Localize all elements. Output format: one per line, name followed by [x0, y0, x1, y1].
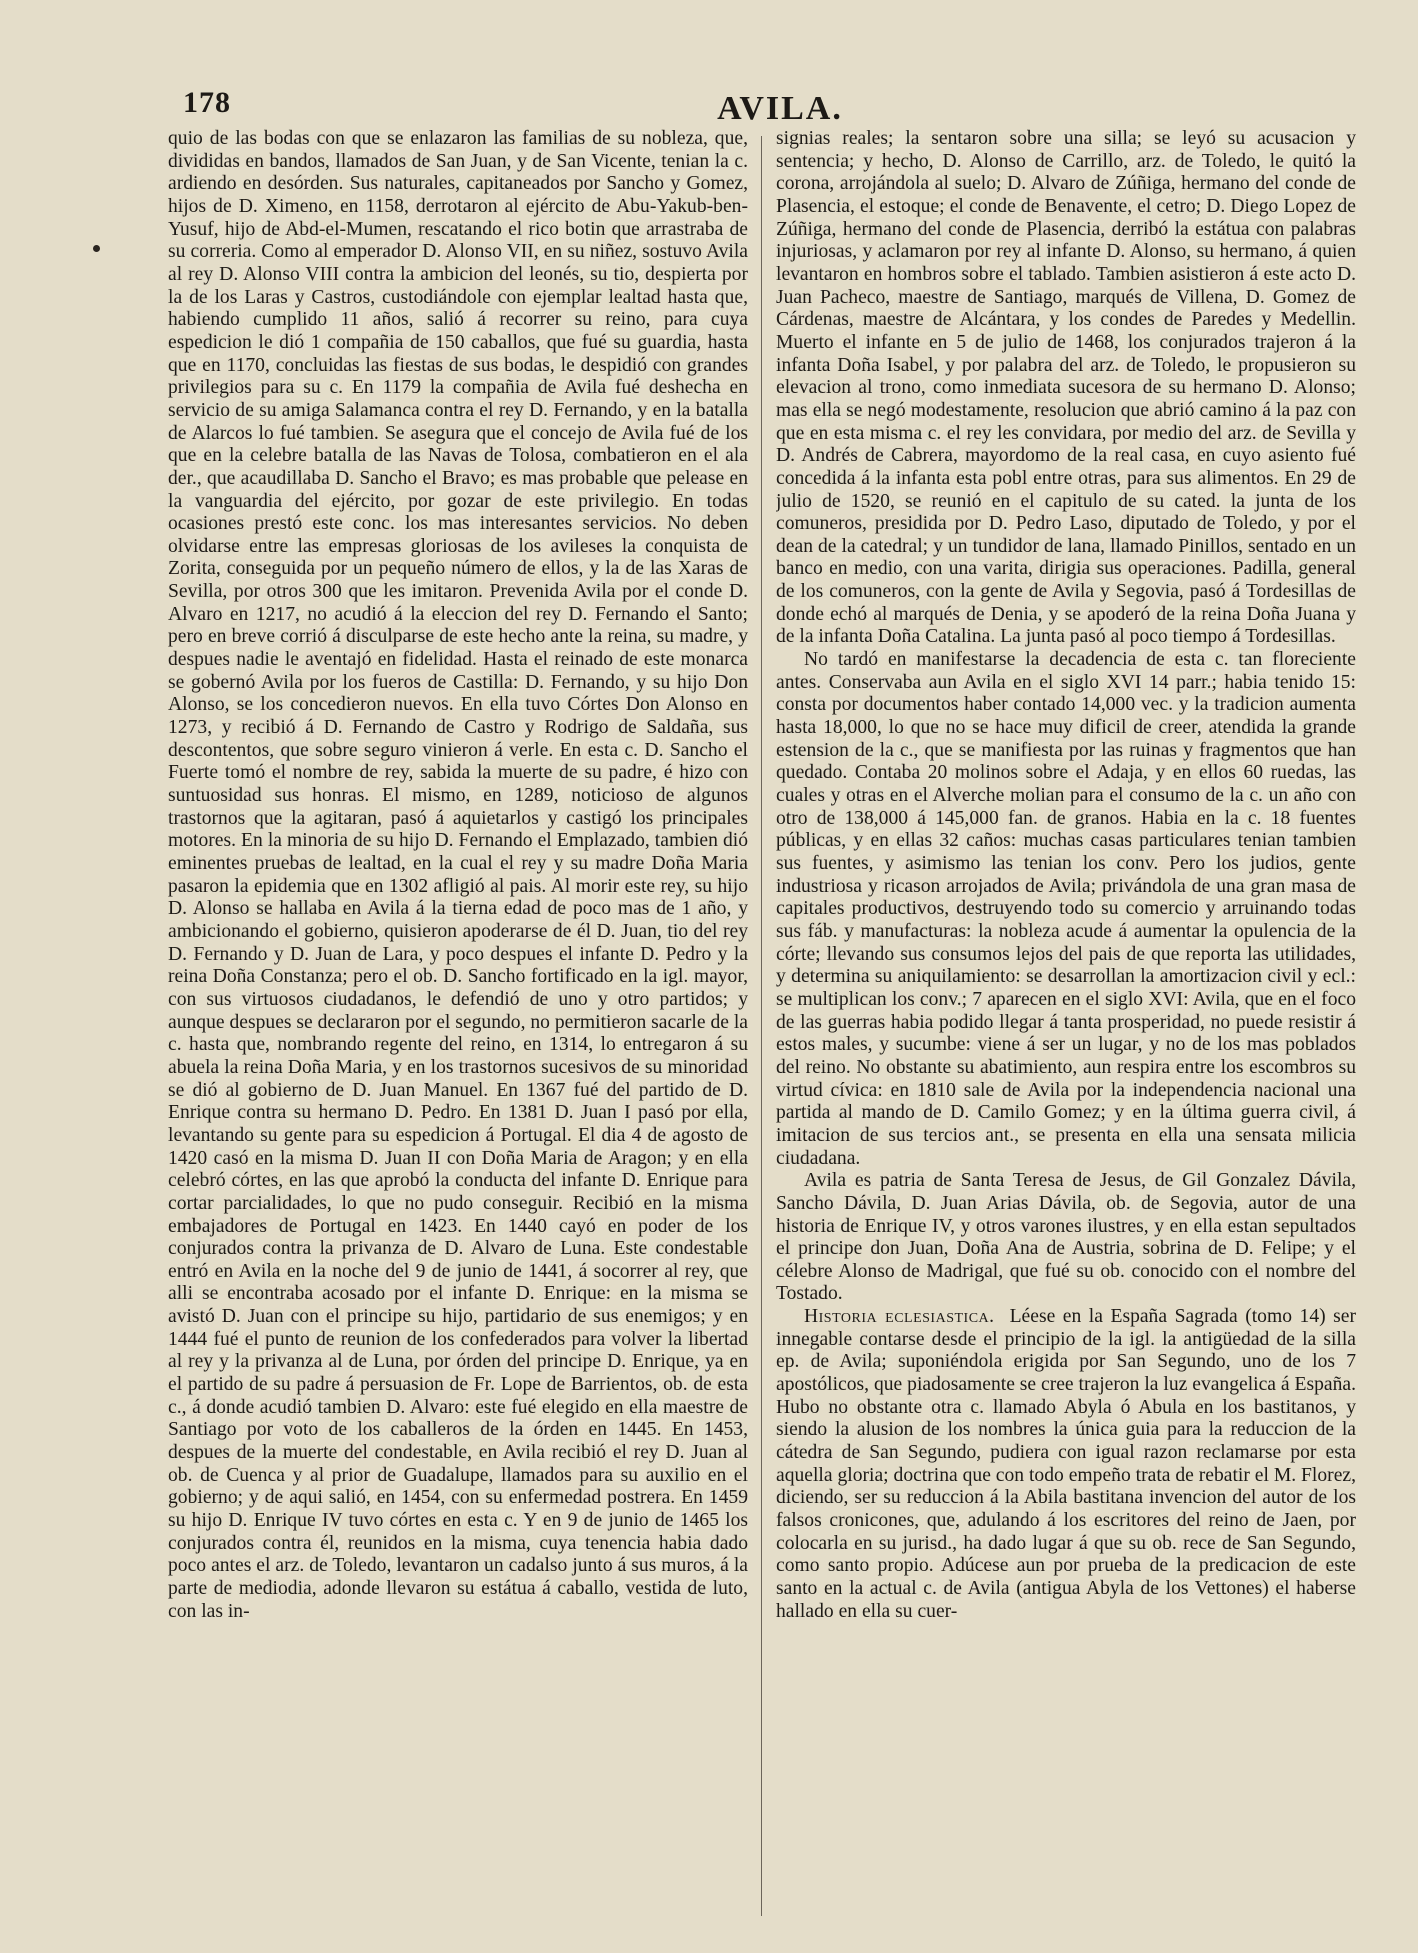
left-column [168, 128, 748, 1928]
running-title: AVILA. [717, 90, 843, 127]
right-paragraph-2: No tardó en manifestarse la decadencia de esta c. tan floreciente antes. Conservaba aun Avila en el siglo XVI 14 parr.; habia tenido 15: consta por documentos haber contado 14,000 vec. y la tradicion aumenta hasta 18,000, lo que no se hace muy dificil de creer, atendida la grande estension de la c., que se manifiesta por las ruinas y fragmentos que han quedado. Contaba 20 molinos sobre el Adaja, y en ellos 60 ruedas, las cuales y otras en el Alverche molian para el consumo de la c. un año con otro de 138,000 á 145,000 fan. de granos. Habia en la c. 18 fuentes públicas, y en ellas 32 caños: muchas casas particulares tenian tambien sus fuentes, y asimismo las tenian los conv. Pero los judios, gente industriosa y ricason arrojados de Avila; privándola de una gran masa de capitales productivos, destruyendo todo su comercio y arruinando todas sus fáb. y manufacturas: la nobleza acude á aumentar la opulencia de la córte; llevando sus consumos lejos del pais de que reporta las utilidades, y determina su aniquilamiento: se desarrollan la amortizacion civil y ecl.: se multiplican los conv.; 7 aparecen en el siglo XVI: Avila, que en el foco de las guerras habia podido llegar á tanta prosperidad, no puede resistir á estos males, y sucumbe: viene á ser un lugar, y no de los mas poblados del reino. No obstante su abatimiento, aun respira entre los escombros su virtud cívica: en 1810 sale de Avila por la independencia nacional una partida al mando de D. Camilo Gomez; y en la última guerra civil, á imitacion de sus tercios ant., se presenta en ella una sensata milicia ciudadana. [776, 649, 1356, 1169]
right-paragraph-3: Avila es patria de Santa Teresa de Jesus, de Gil Gonzalez Dávila, Sancho Dávila, D. Juan Arias Dávila, ob. de Segovia, autor de una historia de Enrique IV, y otros varones ilustres, y en ella estan sepultados el principe don Juan, Doña Ana de Austria, sobrina de D. Felipe; y el célebre Alonso de Madrigal, que fué su ob. conocido con el nombre del Tostado. [776, 1170, 1356, 1305]
section-paragraph [776, 1306, 1356, 1623]
ink-spot [93, 245, 100, 252]
column-divider [761, 136, 762, 1916]
section-heading: Historia eclesiastica. [804, 1306, 995, 1328]
right-paragraph-1: signias reales; la sentaron sobre una silla; se leyó su acusacion y sentencia; y hecho, D. Alonso de Carrillo, arz. de Toledo, le quitó la corona, arrojándola al suelo; D. Alvaro de Zúñiga, hermano del conde de Plasencia, el estoque; el conde de Benavente, el cetro; D. Diego Lopez de Zúñiga, hermano del conde de Plasencia, derribó la estátua con palabras injuriosas, y aclamaron por rey al infante D. Alonso, su hermano, á quien levantaron en hombros sobre el tablado. Tambien asistieron á este acto D. Juan Pacheco, maestre de Santiago, marqués de Villena, D. Gomez de Cárdenas, maestre de Alcántara, y los condes de Paredes y Medellin. Muerto el infante en 5 de julio de 1468, los conjurados trajeron á la infanta Doña Isabel, y por palabra del arz. de Toledo, le propusieron su elevacion al trono, como inmediata sucesora de su hermano D. Alonso; mas ella se negó modestamente, resolucion que abrió camino á la paz con que en esta misma c. el rey les convidara, por medio del arz. de Sevilla y D. Andrés de Cabrera, mayordomo de la real casa, en cuyo asiento fué concedida á la infanta esta pobl entre otras, para sus alimentos. En 29 de julio de 1520, se reunió en el capitulo de su cated. la junta de los comuneros, presidida por D. Pedro Laso, diputado de Toledo, y por el dean de la catedral; y un tundidor de lana, llamado Pinillos, sentado en un banco en medio, con una varita, dirigia sus operaciones. Padilla, general de los comuneros, con la gente de Avila y Segovia, pasó á Tordesillas de donde echó al marqués de Denia, y se apoderó de la reina Doña Juana y de la infanta Doña Catalina. La junta pasó al poco tiempo á Tordesillas. [776, 128, 1356, 648]
right-column [776, 128, 1356, 1928]
page-number: 178 [183, 86, 231, 119]
section-text: Léese en la España Sagrada (tomo 14) ser innegable contarse desde el principio de la igl. la antigüedad de la silla ep. de Avila; suponiéndola erigida por San Segundo, uno de los 7 apostólicos, que piadosamente se cree trajeron la luz evangelica á España. Hubo no obstante otra c. llamado Abyla ó Abula en los bastitanos, y siendo la alusion de los nombres la única guia para la reduccion de la cátedra de San Segundo, pudiera con igual razon reclamarse por esta aquella gloria; doctrina que con todo empeño trata de rebatir el M. Florez, diciendo, ser su reduccion á la Abila bastitana invencion del autor de los falsos cronicones, que, adulando á los escritores del reino de Jaen, por colocarla en su jurisd., ha dado lugar á que su ob. rece de San Segundo, como santo propio. Adúcese aun por prueba de la predicacion de este santo en la actual c. de Avila (antigua Abyla de los Vettones) el haberse hallado en ella su cuer- [776, 1306, 1356, 1622]
left-paragraph-1: quio de las bodas con que se enlazaron las familias de su nobleza, que, divididas en bandos, llamados de San Juan, y de San Vicente, tenian la c. ardiendo en desórden. Sus naturales, capitaneados por Sancho y Gomez, hijos de D. Ximeno, en 1158, derrotaron al ejército de Abu-Yakub-ben-Yusuf, hijo de Abd-el-Mumen, rescatando el rico botin que arrastraba de su correria. Como al emperador D. Alonso VII, en su niñez, sostuvo Avila al rey D. Alonso VIII contra la ambicion del leonés, su tio, despierta por la de los Laras y Castros, custodiándole con ejemplar lealtad hasta que, habiendo cumplido 11 años, salió á recorrer su reino, para cuya espedicion le dió 1 compañia de 150 caballos, que fué su guardia, hasta que en 1170, concluidas las fiestas de sus bodas, le despidió con grandes privilegios para su c. En 1179 la compañia de Avila fué deshecha en servicio de su amiga Salamanca contra el rey D. Fernando, y en la batalla de Alarcos lo fué tambien. Se asegura que el concejo de Avila fué de los que en la celebre batalla de las Navas de Tolosa, combatieron en el ala der., que acaudillaba D. Sancho el Bravo; es mas probable que pelease en la vanguardia del ejército, por gozar de este privilegio. En todas ocasiones prestó este conc. los mas interesantes servicios. No deben olvidarse entre las empresas gloriosas de los avileses la conquista de Zorita, conseguida por un pequeño número de ellos, y la de las Xaras de Sevilla, por otros 300 que les imitaron. Prevenida Avila por el conde D. Alvaro en 1217, no acudió á la eleccion del rey D. Fernando el Santo; pero en breve corrió á disculparse de este hecho ante la reina, su madre, y despues nadie le aventajó en fidelidad. Hasta el reinado de este monarca se gobernó Avila por los fueros de Castilla: D. Fernando, y su hijo Don Alonso, se los concedieron nuevos. En ella tuvo Córtes Don Alonso en 1273, y recibió á D. Fernando de Castro y Rodrigo de Saldaña, sus descontentos, que sobre seguro vinieron á verle. En esta c. D. Sancho el Fuerte tomó el nombre de rey, sabida la muerte de su padre, é hizo con suntuosidad sus honras. El mismo, en 1289, noticioso de algunos trastornos que la agitaran, pasó á aquietarlos y castigó los principales motores. En la minoria de su hijo D. Fernando el Emplazado, tambien dió eminentes pruebas de lealtad, en la cual el rey y su madre Doña Maria pasaron la epidemia que en 1302 afligió al pais. Al morir este rey, su hijo D. Alonso se hallaba en Avila á la tierna edad de poco mas de 1 año, y ambicionando el gobierno, quisieron apoderarse de él D. Juan, tio del rey D. Fernando y D. Juan de Lara, y poco despues el infante D. Pedro y la reina Doña Constanza; pero el ob. D. Sancho fortificado en la igl. mayor, con sus virtuosos ciudadanos, le defendió de uno y otro partidos; y aunque despues se declararon por el segundo, no permitieron sacarle de la c. hasta que, nombrando regente del reino, en 1314, lo entregaron á su abuela la reina Doña Maria, y en los trastornos sucesivos de su minoridad se dió al gobierno de D. Juan Manuel. En 1367 fué del partido de D. Enrique contra su hermano D. Pedro. En 1381 D. Juan I pasó por ella, levantando su gente para su espedicion á Portugal. El dia 4 de agosto de 1420 casó en la misma D. Juan II con Doña Maria de Aragon; y en ella celebró córtes, en las que aprobó la conducta del infante D. Enrique para cortar parcialidades, lo que no pudo conseguir. Recibió en la misma embajadores de Portugal en 1423. En 1440 cayó en poder de los conjurados contra la privanza de D. Alvaro de Luna. Este condestable entró en Avila en la noche del 9 de junio de 1441, á socorrer al rey, que alli se encontraba acosado por el infante D. Enrique: en la misma se avistó D. Juan con el principe su hijo, partidario de sus enemigos; y en 1444 fué el punto de reunion de los confederados para volver la libertad al rey y la privanza al de Luna, por órden del principe D. Enrique, ya en el partido de su padre á persuasion de Fr. Lope de Barrientos, ob. de esta c., á donde acudió tambien D. Alvaro: este fué elegido en ella maestre de Santiago por voto de los caballeros de la órden en 1445. En 1453, despues de la muerte del condestable, en Avila recibió el rey D. Juan al ob. de Cuenca y al prior de Guadalupe, llamados para su auxilio en el gobierno; y de aqui salió, en 1454, con su enfermedad postrera. En 1459 su hijo D. Enrique IV tuvo córtes en esta c. Y en 9 de junio de 1465 los conjurados contra él, reunidos en la misma, cuya tenencia habia dado poco antes el arz. de Toledo, levantaron un cadalso junto á sus muros, á la parte de mediodia, adonde llevaron su estátua á caballo, vestida de luto, con las in- [168, 128, 748, 1622]
